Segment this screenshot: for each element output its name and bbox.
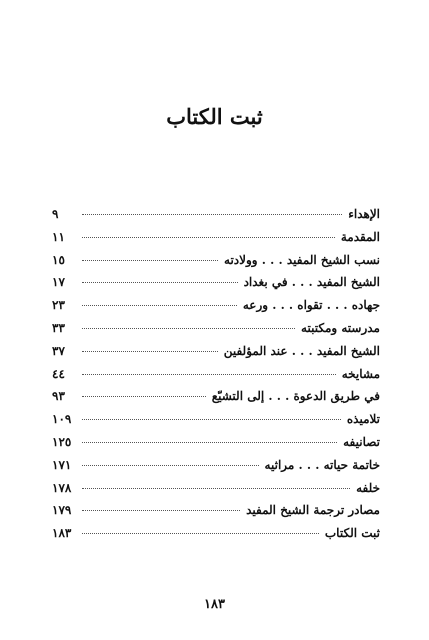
toc-entry-label: تلاميذه bbox=[346, 412, 380, 427]
toc-entry-label: مصادر ترجمة الشيخ المفيد bbox=[246, 503, 380, 518]
dot-leader bbox=[82, 281, 238, 283]
page-number: ١٨٣ bbox=[204, 597, 225, 612]
toc-entry-page: ٣٣ bbox=[52, 320, 65, 335]
toc-entry-page: ٩٣ bbox=[52, 389, 65, 404]
toc-entry bbox=[52, 408, 380, 431]
toc-entry-page: ١٧٨ bbox=[52, 480, 72, 495]
toc-entry bbox=[52, 294, 380, 317]
toc-entry-page: ١١ bbox=[52, 229, 65, 244]
toc-entry-label: الشيخ المفيد . . . عند المؤلفين bbox=[223, 343, 380, 358]
dot-leader bbox=[82, 487, 350, 489]
dot-leader bbox=[82, 373, 336, 375]
toc-entry bbox=[52, 226, 380, 249]
toc-entry-label: تصانيفه bbox=[343, 434, 380, 449]
toc-entry-label: في طريق الدعوة . . . إلى التشيّع bbox=[211, 389, 380, 404]
toc-entry bbox=[52, 271, 380, 294]
dot-leader bbox=[82, 304, 237, 306]
dot-leader bbox=[82, 213, 342, 215]
dot-leader bbox=[82, 350, 218, 352]
toc-entry bbox=[52, 499, 380, 522]
toc-entry bbox=[52, 249, 380, 272]
toc-entry-page: ١٧١ bbox=[52, 457, 72, 472]
toc-entry bbox=[52, 203, 380, 226]
toc-entry-label: جهاده . . . تقواه . . . ورعه bbox=[242, 298, 380, 313]
dot-leader bbox=[82, 236, 335, 238]
dot-leader bbox=[82, 327, 295, 329]
toc-entry-page: ١٥ bbox=[52, 252, 65, 267]
toc-entry-label: خلفه bbox=[356, 480, 380, 495]
toc-entry bbox=[52, 431, 380, 454]
toc-entry-page: ١٨٣ bbox=[52, 526, 72, 541]
toc-entry-label: ثبت الكتاب bbox=[324, 526, 380, 541]
toc-entry-page: ١٢٥ bbox=[52, 434, 72, 449]
dot-leader bbox=[82, 532, 319, 534]
toc-entry bbox=[52, 522, 380, 545]
toc-entry bbox=[52, 363, 380, 386]
dot-leader bbox=[82, 418, 341, 420]
dot-leader bbox=[82, 395, 206, 397]
toc-entry-label: مدرسته ومكتبته bbox=[301, 320, 380, 335]
dot-leader bbox=[82, 441, 337, 443]
toc-entry-page: ٢٣ bbox=[52, 298, 65, 313]
toc-entry bbox=[52, 385, 380, 408]
table-of-contents bbox=[52, 203, 380, 545]
toc-entry bbox=[52, 317, 380, 340]
dot-leader bbox=[82, 464, 259, 466]
toc-entry-page: ٣٧ bbox=[52, 343, 65, 358]
toc-entry-label: الشيخ المفيد . . . في بغداد bbox=[243, 275, 380, 290]
toc-entry-label: المقدمة bbox=[340, 229, 380, 244]
toc-entry-page: ١٧ bbox=[52, 275, 65, 290]
toc-entry-page: ١٠٩ bbox=[52, 412, 72, 427]
toc-entry bbox=[52, 454, 380, 477]
toc-entry-label: نسب الشيخ المفيد . . . وولادته bbox=[224, 252, 380, 267]
dot-leader bbox=[82, 509, 240, 511]
toc-entry-label: الإهداء bbox=[348, 207, 380, 221]
page-title: ثبت الكتاب bbox=[166, 104, 263, 129]
toc-entry-label: خاتمة حياته . . . مراثيه bbox=[264, 457, 380, 472]
toc-entry-label: مشايخه bbox=[341, 366, 380, 381]
dot-leader bbox=[82, 259, 218, 261]
toc-entry-page: ١٧٩ bbox=[52, 503, 72, 518]
toc-entry bbox=[52, 340, 380, 363]
toc-entry-page: ٩ bbox=[52, 207, 59, 221]
toc-entry-page: ٤٤ bbox=[52, 366, 65, 381]
toc-entry bbox=[52, 477, 380, 500]
